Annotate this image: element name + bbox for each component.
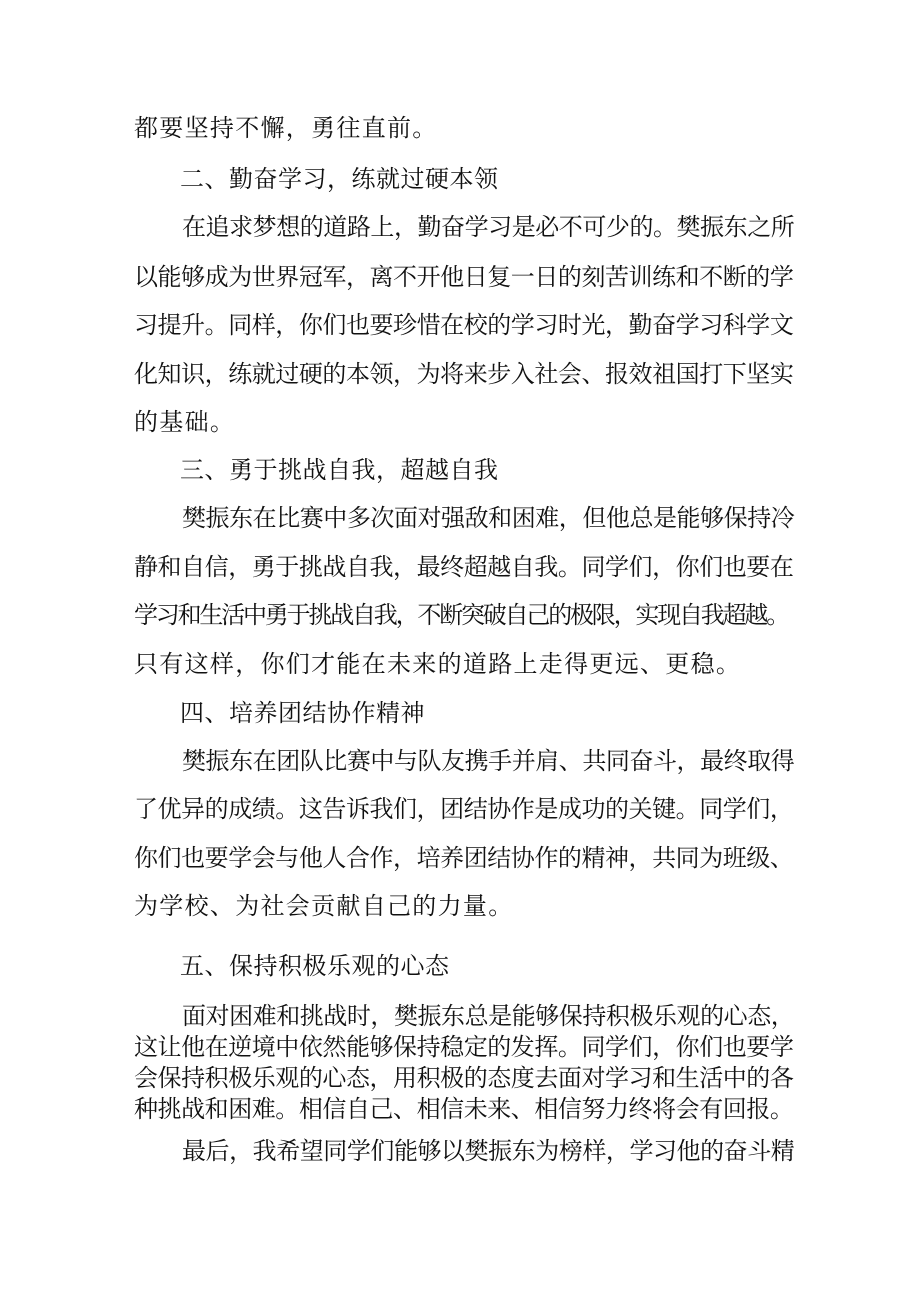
section-heading-4: 四、培养团结协作精神 (180, 699, 425, 727)
paragraph-line: 面对困难和挑战时，樊振东总是能够保持积极乐观的心态， (182, 1002, 795, 1030)
paragraph-line: 静和自信，勇于挑战自我，最终超越自我。同学们，你们也要在 (134, 553, 794, 581)
section-heading-5: 五、保持积极乐观的心态 (180, 952, 450, 980)
paragraph-line: 种挑战和困难。相信自己、相信未来、相信努力终将会有回报。 (134, 1095, 794, 1123)
paragraph-line: 了优异的成绩。这告诉我们，团结协作是成功的关键。同学们， (134, 795, 794, 823)
paragraph-line: 都要坚持不懈，勇往直前。 (134, 114, 438, 142)
paragraph-line: 这让他在逆境中依然能够保持稳定的发挥。同学们，你们也要学 (134, 1033, 794, 1061)
paragraph-line: 樊振东在团队比赛中与队友携手并肩、共同奋斗，最终取得 (182, 747, 795, 775)
paragraph-line: 最后，我希望同学们能够以樊振东为榜样，学习他的奋斗精 (182, 1137, 795, 1165)
paragraph-line: 学习和生活中勇于挑战自我，不断突破自己的极限，实现自我超越。 (134, 601, 788, 629)
paragraph-line: 以能够成为世界冠军，离不开他日复一日的刻苦训练和不断的学 (134, 263, 794, 291)
paragraph-line: 你们也要学会与他人合作，培养团结协作的精神，共同为班级、 (134, 844, 794, 872)
paragraph-line: 在追求梦想的道路上，勤奋学习是必不可少的。樊振东之所 (182, 213, 795, 241)
paragraph-line: 化知识，练就过硬的本领，为将来步入社会、报效祖国打下坚实 (134, 360, 794, 388)
paragraph-line: 习提升。同样，你们也要珍惜在校的学习时光，勤奋学习科学文 (134, 311, 794, 339)
paragraph-line: 樊振东在比赛中多次面对强敌和困难，但他总是能够保持冷 (182, 504, 795, 532)
paragraph-line: 会保持积极乐观的心态，用积极的态度去面对学习和生活中的各 (134, 1064, 794, 1092)
paragraph-line: 的基础。 (134, 408, 236, 436)
paragraph-line: 为学校、为社会贡献自己的力量。 (134, 892, 514, 920)
section-heading-3: 三、勇于挑战自我，超越自我 (180, 456, 499, 484)
paragraph-line: 只有这样，你们才能在未来的道路上走得更远、更稳。 (134, 650, 742, 678)
section-heading-2: 二、勤奋学习，练就过硬本领 (180, 165, 499, 193)
